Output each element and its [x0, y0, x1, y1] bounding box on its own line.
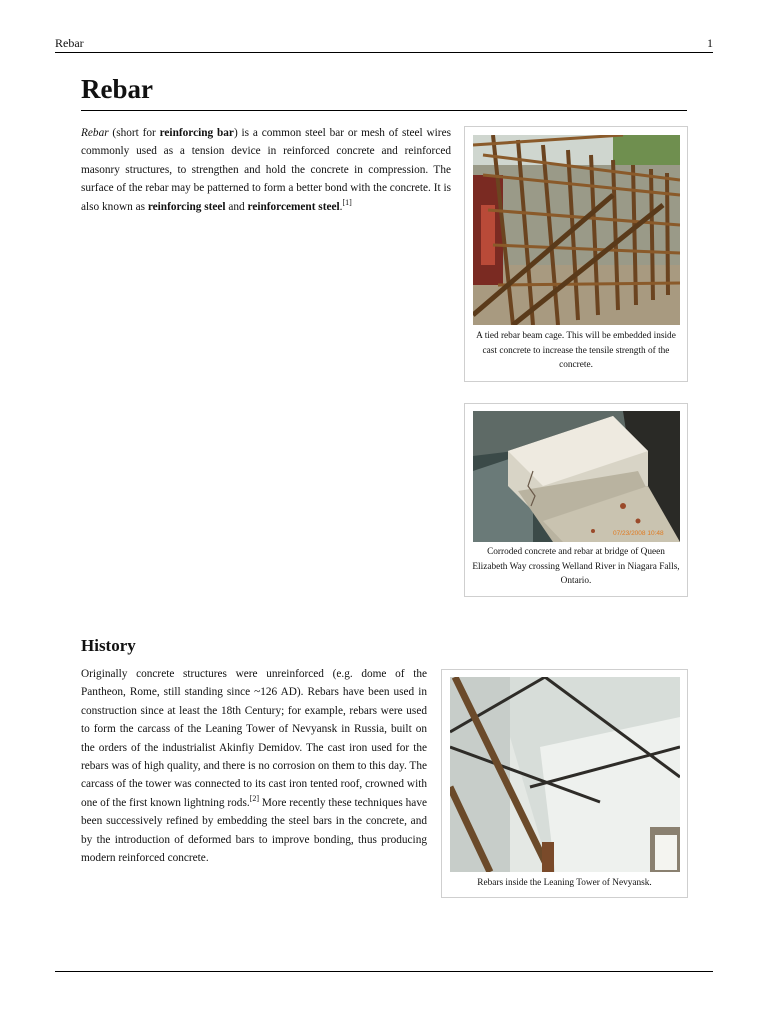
citation-2-link[interactable]: [2]	[249, 794, 260, 804]
nevyansk-tower-image[interactable]	[450, 677, 680, 872]
intro-term-italic: Rebar	[81, 127, 109, 139]
intro-text-1: (short for	[108, 127, 160, 139]
date-stamp: 07/23/2008 10:48	[613, 530, 664, 537]
title-divider	[81, 110, 687, 111]
figure-nevyansk-tower	[441, 669, 688, 898]
figure-rebar-cage-caption: A tied rebar beam cage. This will be embedded inside cast concrete to increase the tensile strength of the concrete.	[476, 331, 676, 370]
rebar-cage-image[interactable]	[473, 135, 680, 325]
page-number: 1	[707, 36, 713, 50]
figure-corroded-concrete-caption: Corroded concrete and rebar at bridge of Queen Elizabeth Way crossing Welland River in Niagara Falls, Ontario.	[472, 547, 680, 586]
intro-bold-reinforcing-steel: reinforcing steel	[147, 200, 226, 213]
article-title: Rebar	[81, 74, 153, 104]
corroded-concrete-image[interactable]	[473, 411, 680, 542]
figure-rebar-cage	[464, 126, 688, 382]
intro-text-4: .	[339, 200, 343, 213]
history-text-2: More recently these techniques have been successively refined by embedding the steel bars in the concrete, and by the introduction of deformed bars to improve bonding, thus producing modern reinforced concrete.	[81, 796, 427, 865]
intro-text-3: and	[225, 200, 248, 213]
citation-1-link[interactable]: [1]	[342, 197, 352, 207]
figure-nevyansk-tower-caption: Rebars inside the Leaning Tower of Nevyansk.	[477, 878, 652, 888]
history-text-1: Originally concrete structures were unreinforced (e.g. dome of the Pantheon, Rome, still standing since ~126 AD). Rebars have been used in construction since at least the 18th Century; for example, rebars were used to form the carcass of the Leaning Tower of Nevyansk in Russia, built on the orders of the industrialist Akinfiy Demidov. The cast iron used for the rebars was of high quality, and there is no corrosion on them to this day. The carcass of the tower was connected to its cast iron tented roof, crowned with one of the first known lightning rods.	[81, 668, 427, 809]
running-header-title: Rebar	[55, 36, 84, 50]
intro-bold-reinforcing-bar: reinforcing bar	[159, 127, 234, 139]
running-header	[55, 36, 713, 53]
intro-text-2: ) is a common steel bar or mesh of steel wires commonly used as a tension device in reinforced concrete and reinforced masonry structures, to strengthen and hold the concrete in compression. The surface of the rebar may be patterned to form a better bond with the concrete. It is also known as	[81, 127, 451, 213]
figure-corroded-concrete	[464, 403, 688, 597]
footer-divider	[55, 971, 713, 972]
intro-bold-reinforcement-steel: reinforcement steel	[247, 200, 340, 213]
section-heading-history: History	[81, 636, 136, 655]
intro-paragraph	[81, 124, 451, 216]
history-paragraph	[81, 665, 427, 867]
